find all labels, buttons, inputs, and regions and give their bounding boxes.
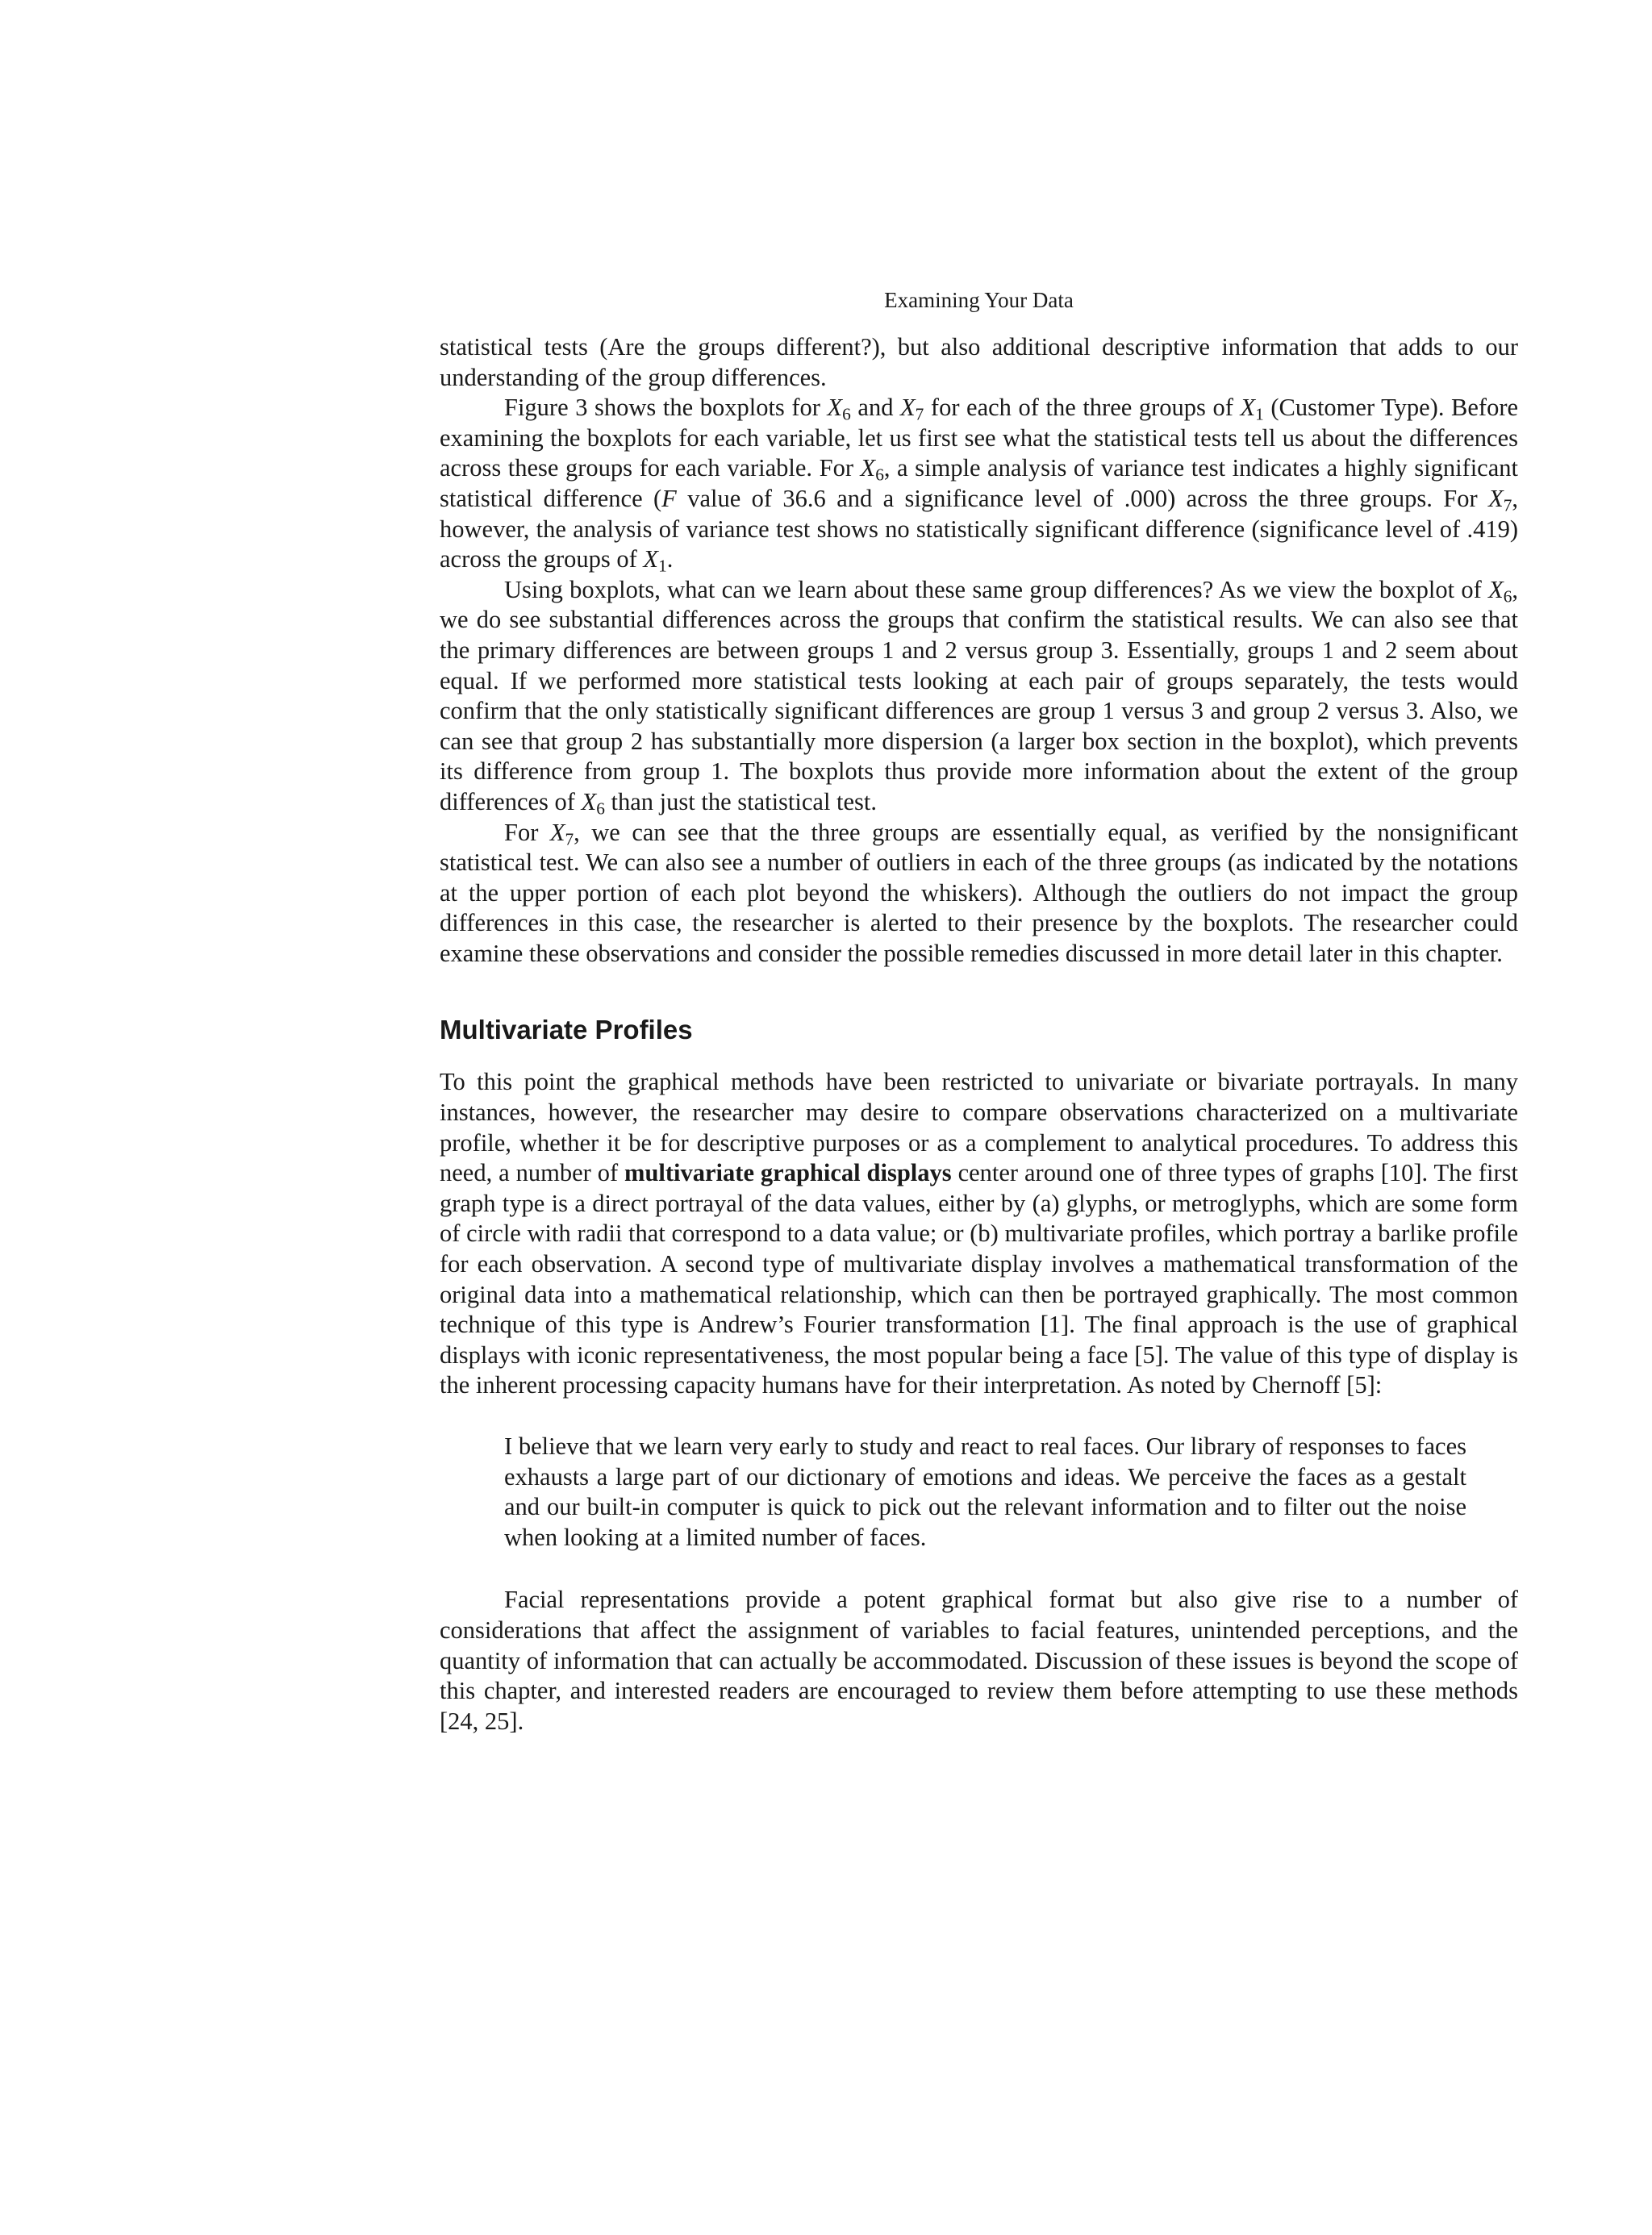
text-run: Facial representations provide a potent graphical format but also give rise to a number of considerations that affect the assignment of variables to facial features, unintended perceptions, and the quantity of information that can actually be accommodated. Discussion of these issues is beyond the scope of this chapter, and interested readers are encouraged to review them before attempting to use these methods [24, 25]. — [440, 1586, 1518, 1735]
body-paragraph — [440, 1067, 1518, 1401]
italic-symbol: X — [1488, 575, 1504, 603]
italic-symbol: X — [827, 394, 843, 422]
body-paragraph — [440, 1585, 1518, 1737]
text-run: , however, the analysis of variance test shows no statistically significant difference (significance level of .419) across the groups of — [440, 484, 1518, 573]
italic-symbol: X — [643, 545, 659, 573]
chernoff-block-quote: I believe that we learn very early to study and react to real faces. Our library of responses to faces exhausts a large part of our dictionary of emotions and ideas. We perceive the faces as a gestalt and our built-in computer is quick to pick out the relevant information and to filter out the noise when looking at a limited number of faces. — [504, 1432, 1466, 1551]
text-run: For — [504, 818, 550, 846]
text-run: . — [666, 545, 674, 573]
document-page — [440, 286, 1518, 1737]
text-run: value of 36.6 and a significance level of .000) across the three groups. For — [676, 484, 1489, 512]
text-run: To this point the graphical methods have been restricted to univariate or bivariate portrayals. In many instances, however, the researcher may desire to compare observations characterized on a multivariate profile, whether it be for descriptive purposes or as a complement to analytical procedures. To address this need, a number of — [440, 1068, 1518, 1187]
top-paragraphs — [440, 332, 1518, 969]
subscript: 1 — [658, 556, 667, 576]
text-run: and — [850, 394, 901, 422]
text-run: Using boxplots, what can we learn about these same group differences? As we view the boxplot of — [504, 575, 1489, 603]
body-paragraph — [440, 575, 1518, 818]
subscript: 1 — [1255, 404, 1264, 424]
italic-symbol: X — [549, 818, 565, 846]
subscript: 6 — [596, 799, 605, 819]
text-run: , a simple analysis of variance test indicates a highly significant statistical difference ( — [440, 454, 1518, 512]
running-head: Examining Your Data — [884, 288, 1074, 312]
text-run: statistical tests (Are the groups different?), but also additional descriptive information that adds to our understanding of the group differences. — [440, 333, 1518, 391]
body-paragraph — [440, 393, 1518, 575]
italic-symbol: X — [900, 394, 916, 422]
text-run: for each of the three groups of — [924, 394, 1241, 422]
text-run: , we do see substantial differences across the groups that confirm the statistical results. We can also see that the primary differences are between groups 1 and 2 versus group 3. Essentially, groups 1 and 2 seem about equal. If we performed more statistical tests looking at each pair of groups separately, the tests would confirm that the only statistically significant differences are group 1 versus 3 and group 2 versus 3. Also, we can see that group 2 has substantially more dispersion (a larger box section in the boxplot), which prevents its difference from group 1. The boxplots thus provide more information about the extent of the group differences of — [440, 575, 1518, 815]
subscript: 6 — [875, 465, 884, 485]
italic-symbol: X — [1240, 394, 1256, 422]
body-paragraph — [440, 332, 1518, 393]
text-run: center around one of three types of graphs [10]. The first graph type is a direct portrayal of the data values, either by (a) glyphs, or metroglyphs, which are some form of circle with radii that correspond to a data value; or (b) multivariate profiles, which portray a barlike profile for each observation. A second type of multivariate display involves a mathematical transformation of the original data into a mathematical relationship, which can then be portrayed graphically. The most common technique of this type is Andrew’s Fourier transformation [1]. The final approach is the use of graphical displays with iconic representativeness, the most popular being a face [5]. The value of this type of display is the inherent processing capacity humans have for their interpretation. As noted by Chernoff [5]: — [440, 1159, 1519, 1399]
section-heading-multivariate-profiles: Multivariate Profiles — [440, 1015, 693, 1045]
text-run: , we can see that the three groups are essentially equal, as verified by the nonsignificant statistical test. We can also see a number of outliers in each of the three groups (as indicated by the notations at the upper portion of each plot beyond the whiskers). Although the outliers do not impact the group differences in this case, the researcher is alerted to their presence by the boxplots. The researcher could examine these observations and consider the possible remedies discussed in more detail later in this chapter. — [440, 818, 1518, 967]
italic-symbol: F — [661, 484, 677, 512]
subscript: 7 — [1503, 495, 1512, 515]
subscript: 7 — [915, 404, 924, 424]
italic-symbol: X — [860, 454, 876, 482]
text-run: Figure 3 shows the boxplots for — [504, 394, 828, 422]
italic-symbol: X — [1488, 484, 1504, 512]
text-run: (Customer Type). Before examining the boxplots for each variable, let us first see what the statistical tests tell us about the differences across these groups for each variable. For — [440, 394, 1519, 482]
bold-term: multivariate graphical displays — [624, 1159, 952, 1187]
subscript: 6 — [1503, 586, 1512, 607]
italic-symbol: X — [581, 787, 597, 815]
subscript: 6 — [842, 404, 851, 424]
subscript: 7 — [565, 828, 574, 849]
closing-paragraphs — [440, 1585, 1518, 1737]
section-paragraphs — [440, 1067, 1518, 1401]
body-paragraph — [440, 818, 1518, 969]
text-run: than just the statistical test. — [604, 787, 878, 815]
